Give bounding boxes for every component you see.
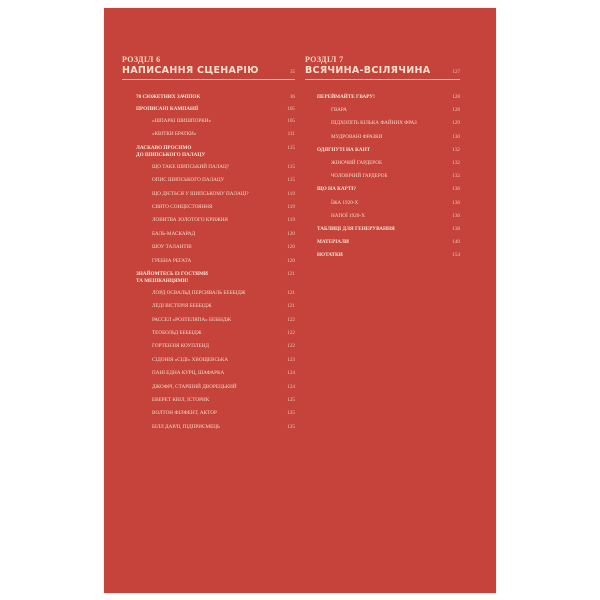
- chapter-label: РОЗДІЛ 7: [305, 55, 344, 64]
- toc-entry-page-number: 122: [287, 316, 295, 323]
- chapter-heading: [122, 65, 295, 80]
- toc-entry-list: [122, 94, 295, 431]
- toc-subentry: [136, 231, 295, 238]
- toc-entry-page-number: 132: [452, 173, 460, 180]
- toc-section-entry: [317, 239, 460, 246]
- chapter-title: НАПИСАННЯ СЦЕНАРІЮ: [122, 65, 259, 76]
- toc-entry-page-number: 136: [452, 212, 460, 219]
- toc-entry-label: ПРОПИСАНІ КАМПАНІЇ: [136, 106, 199, 112]
- chapter-heading: [305, 65, 460, 80]
- toc-subentry: [136, 424, 295, 431]
- toc-entry-page-number: 121: [287, 289, 295, 296]
- toc-entry-label: ЛОРД ОСВАЛЬД ПЕРСИВАЛЬ БЕББІДЖ: [152, 289, 246, 296]
- toc-entry-label: «КВІТКИ БРАТКИ»: [152, 131, 197, 138]
- toc-entry-label: ГВАРА: [331, 107, 347, 114]
- toc-subentry: [136, 384, 295, 391]
- toc-section-entry: [136, 94, 295, 101]
- toc-entry-page-number: 36: [289, 94, 295, 100]
- chapter-page-number: 127: [452, 70, 460, 75]
- toc-entry-label: БАЛЬ-МАСКАРАД: [152, 230, 196, 237]
- toc-entry-page-number: 129: [452, 120, 460, 127]
- toc-entry-page-number: 132: [452, 159, 460, 166]
- toc-entry-label: 70 СЮЖЕТНИХ ЗАЧІПОК: [136, 94, 201, 100]
- toc-entry-label: ОДЯГНУТІ НА КАНТ: [317, 146, 371, 153]
- toc-subentry: [136, 258, 295, 265]
- toc-section-entry: [317, 94, 460, 101]
- toc-entry-page-number: 125: [287, 397, 295, 404]
- toc-entry-label: ТАБЛИЦІ ДЛЯ ГЕНЕРУВАННЯ: [317, 225, 395, 232]
- toc-entry-page-number: 119: [287, 203, 295, 210]
- toc-subentry: [317, 120, 460, 127]
- toc-entry-page-number: 120: [287, 257, 295, 264]
- toc-entry-label: СІДОНІЯ «СІДІ» ХВОЩЕВСЬКА: [152, 356, 229, 363]
- toc-entry-label: ЕВЕРЕТ КВІЛ, ІСТОРИК: [152, 397, 210, 404]
- toc-subentry: [136, 290, 295, 297]
- toc-entry-page-number: 138: [452, 225, 460, 232]
- toc-entry-page-number: 115: [287, 144, 295, 151]
- toc-entry-page-number: 123: [287, 356, 295, 363]
- toc-subentry: [136, 191, 295, 198]
- toc-entry-label: ОПИС ШИПСЬКОГО ПАЛАЦУ: [152, 177, 225, 184]
- toc-entry-page-number: 115: [287, 163, 295, 170]
- toc-entry-label: «ШПАРКІ ШИШПОРКИ»: [152, 118, 212, 124]
- toc-entry-label: НОТАТКИ: [317, 252, 343, 259]
- toc-entry-label: ВОЛТОН ФІЛФЕНТ, АКТОР: [152, 410, 217, 417]
- toc-subentry: [136, 317, 295, 324]
- toc-entry-page-number: 120: [287, 230, 295, 237]
- toc-subentry: [317, 107, 460, 114]
- toc-subentry: [136, 397, 295, 404]
- toc-subentry: [317, 200, 460, 207]
- toc-entry-label: МУДРОВАНІ ФРАЗКИ: [331, 133, 383, 140]
- toc-subentry: [136, 177, 295, 184]
- toc-section-entry: [317, 252, 460, 259]
- toc-entry-label: МАТЕРІАЛИ: [317, 239, 349, 246]
- toc-entry-page-number: 128: [452, 94, 460, 100]
- toc-entry-label: ТЕОБОЛЬД БЕББІДЖ: [152, 330, 202, 337]
- toc-column-chapter-6: [122, 55, 295, 437]
- toc-section-entry: [317, 226, 460, 233]
- toc-entry-label: ЩО ДІЄТЬСЯ У ШИПСЬКОМУ ПАЛАЦІ?: [152, 190, 249, 197]
- chapter-title: ВСЯЧИНА-ВСІЛЯЧИНА: [305, 65, 431, 76]
- toc-subentry: [136, 217, 295, 224]
- toc-subentry: [136, 131, 295, 138]
- toc-subentry: [136, 118, 295, 125]
- toc-entry-label: НАПОЇ 1920-Х: [331, 212, 365, 219]
- toc-section-entry: [136, 271, 295, 285]
- toc-subentry: [136, 204, 295, 211]
- toc-entry-page-number: 105: [287, 118, 295, 124]
- toc-entry-page-number: 132: [452, 146, 460, 153]
- toc-entry-label: ЩО НА КАРТІ?: [317, 186, 356, 193]
- toc-subentry: [136, 357, 295, 364]
- toc-entry-label: ГРЕБНА РЕГАТА: [152, 257, 192, 264]
- toc-entry-page-number: 111: [287, 131, 295, 138]
- toc-subentry: [317, 160, 460, 167]
- toc-subentry: [136, 164, 295, 171]
- toc-entry-page-number: 119: [287, 190, 295, 197]
- toc-subentry: [317, 213, 460, 220]
- toc-entry-label: СВЯТО СОНЦЕСТОЯННЯ: [152, 203, 213, 210]
- toc-column-chapter-7: [305, 55, 460, 265]
- toc-entry-label: ДЖОФРІ, СТАРШИЙ ДВОРЕЦЬКИЙ: [152, 383, 237, 390]
- toc-section-entry: [317, 147, 460, 154]
- toc-entry-label: ЧОЛОВІЧИЙ ГАРДЕРОБ: [331, 173, 388, 180]
- toc-entry-page-number: 122: [287, 343, 295, 350]
- toc-entry-label: ЗНАЙОМТЕСЬ ІЗ ГОСТЯМИ ТА МЕШКАНЦЯМИ!: [136, 270, 208, 284]
- toc-entry-page-number: 121: [287, 270, 295, 277]
- chapter-page-number: 35: [290, 70, 295, 75]
- toc-entry-label: БІЛЛ ДАРЛІ, ПІДПРИЄМЕЦЬ: [152, 423, 220, 430]
- toc-entry-page-number: 121: [287, 303, 295, 310]
- toc-entry-label: ПАНІ ЕДНА КУРЦ, ШАФАРКА: [152, 370, 225, 377]
- toc-entry-page-number: 105: [287, 106, 295, 112]
- toc-entry-page-number: 120: [287, 244, 295, 251]
- toc-entry-page-number: 125: [287, 410, 295, 417]
- toc-entry-page-number: 136: [452, 199, 460, 206]
- toc-entry-page-number: 128: [452, 107, 460, 114]
- toc-entry-label: ЛАСКАВО ПРОСИМО ДО ШИПСЬКОГО ПАЛАЦУ: [136, 144, 206, 158]
- toc-entry-list: [305, 94, 460, 259]
- toc-subentry: [136, 330, 295, 337]
- toc-entry-label: ШОУ ТАЛАНТІВ: [152, 244, 192, 251]
- toc-subentry: [136, 343, 295, 350]
- toc-entry-page-number: 130: [452, 133, 460, 140]
- toc-entry-label: ЇЖА 1920-Х: [331, 199, 359, 206]
- toc-entry-page-number: 115: [287, 177, 295, 184]
- toc-entry-page-number: 154: [452, 252, 460, 259]
- toc-entry-label: ПІДХОПІТЬ КІЛЬКА ФАЙНИХ ФРАЗ: [331, 120, 417, 127]
- toc-section-entry: [136, 106, 295, 113]
- toc-entry-label: ЛЕДІ ВІСТЕРІЯ БЕББІДЖ: [152, 303, 212, 310]
- toc-entry-label: ЖІНОЧИЙ ГАРДЕРОБ: [331, 159, 382, 166]
- toc-subentry: [136, 410, 295, 417]
- toc-entry-page-number: 125: [287, 423, 295, 430]
- toc-entry-label: ПЕРЕЙМАЙТЕ ГВАРУ!: [317, 94, 375, 100]
- toc-subentry: [136, 303, 295, 310]
- toc-entry-label: ЛОВИТВА ЗОЛОТОГО КРИЖНЯ: [152, 217, 228, 224]
- toc-subentry: [317, 173, 460, 180]
- toc-entry-page-number: 124: [287, 370, 295, 377]
- toc-entry-page-number: 122: [287, 330, 295, 337]
- toc-subentry: [317, 134, 460, 141]
- toc-entry-page-number: 140: [452, 239, 460, 246]
- toc-entry-page-number: 136: [452, 186, 460, 193]
- toc-entry-label: ЩО ТАКЕ ШИПСЬКИЙ ПАЛАЦ?: [152, 163, 230, 170]
- toc-subentry: [136, 370, 295, 377]
- toc-section-entry: [317, 186, 460, 193]
- toc-entry-label: РАССЕЛ «РОЗТЕЛЯПА» БЕББІДЖ: [152, 316, 232, 323]
- toc-entry-page-number: 119: [287, 217, 295, 224]
- book-page: [104, 8, 496, 593]
- toc-subentry: [136, 244, 295, 251]
- toc-section-entry: [136, 145, 295, 159]
- toc-entry-label: ГОРТЕНЗІЯ КОУПЛЕНД: [152, 343, 209, 350]
- toc-entry-page-number: 124: [287, 383, 295, 390]
- chapter-label: РОЗДІЛ 6: [122, 55, 161, 64]
